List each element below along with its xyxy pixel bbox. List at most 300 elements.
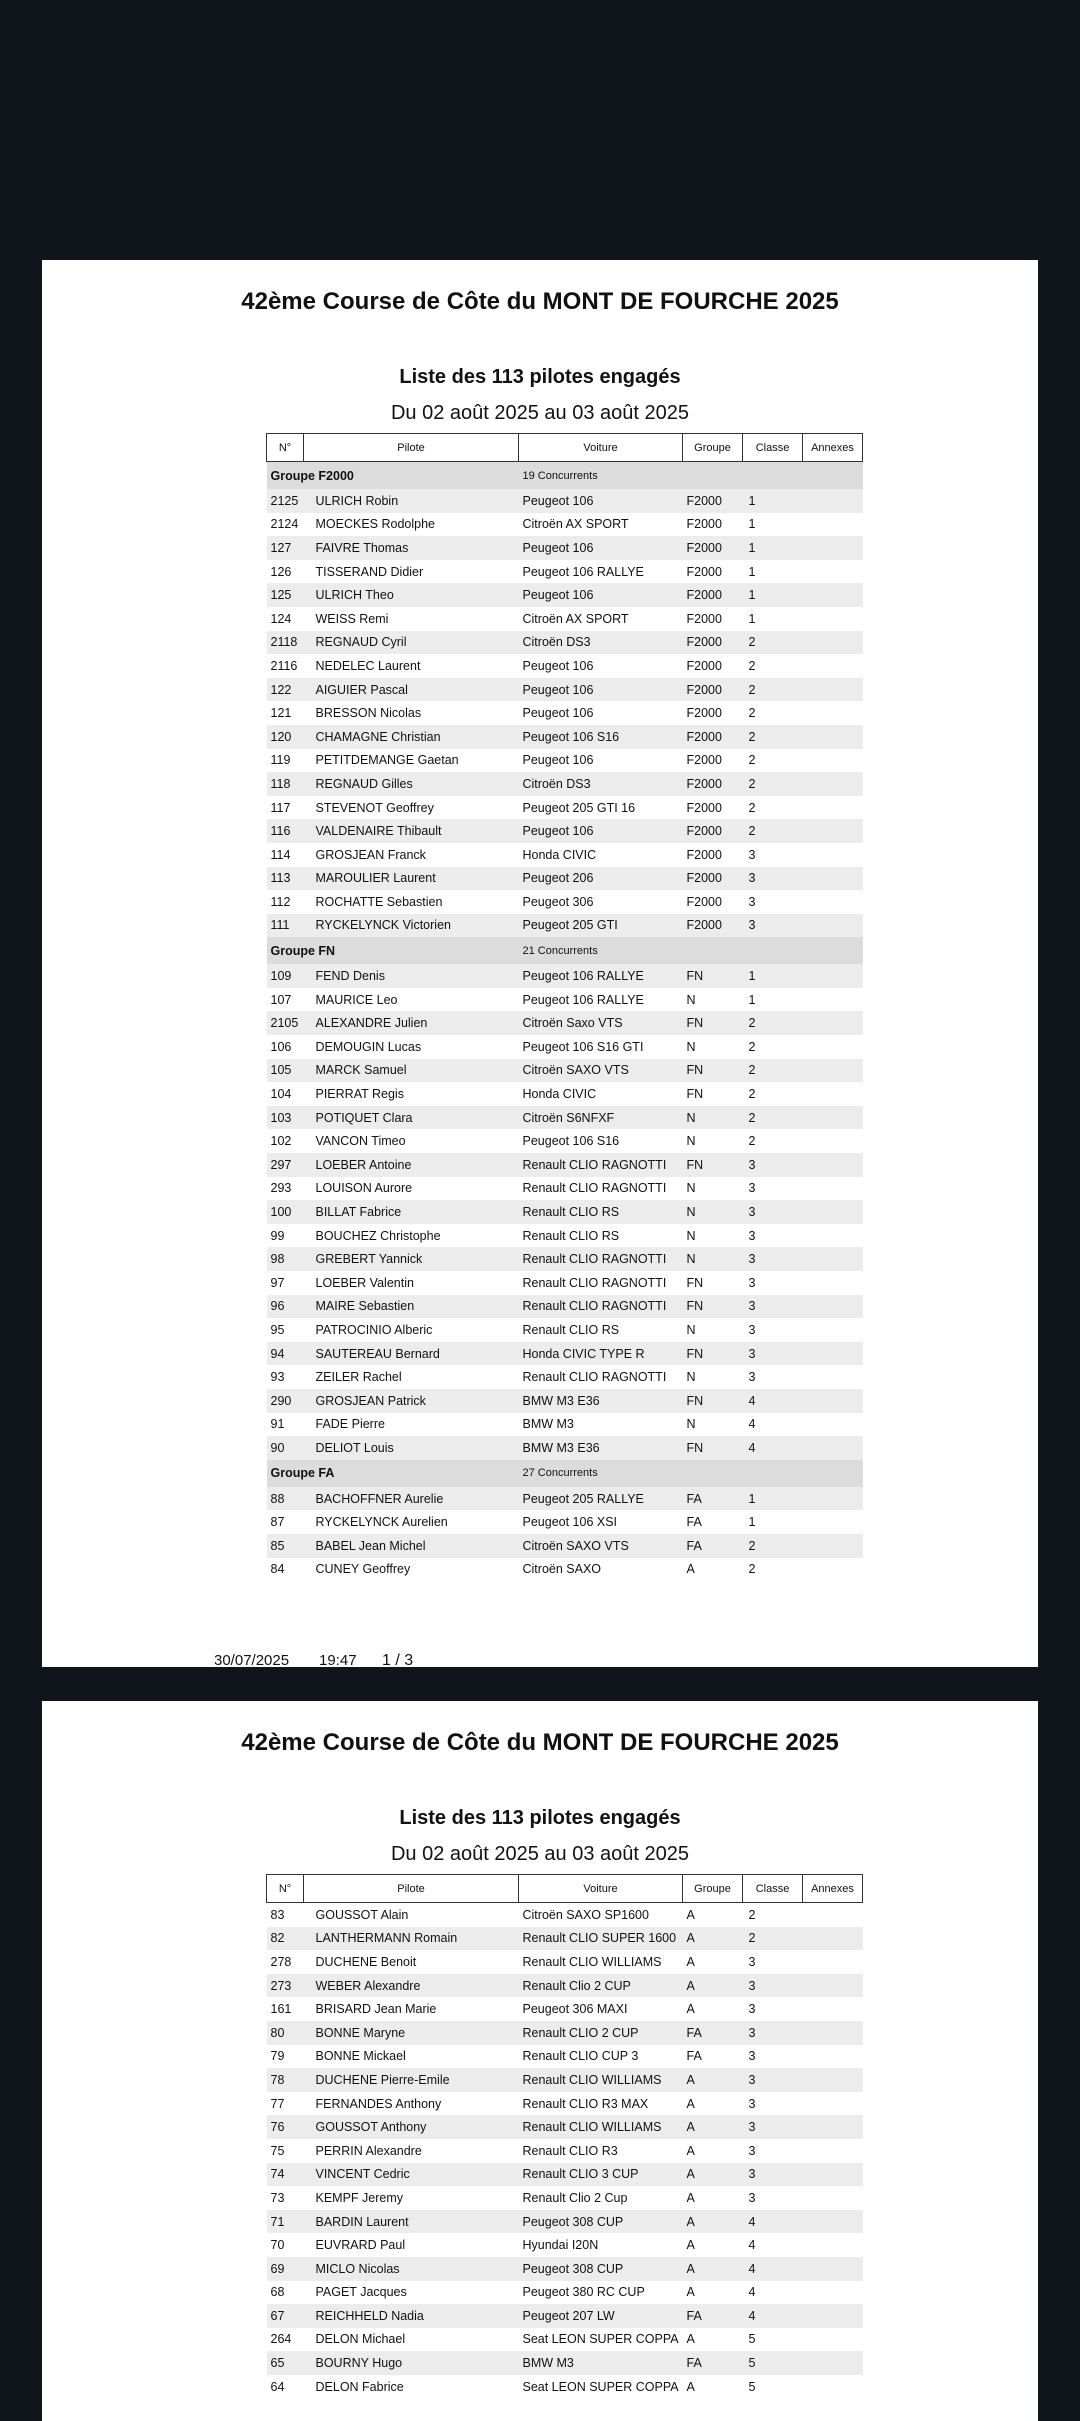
entry-number: 75 — [267, 2139, 304, 2163]
footer-page-number: 1 / 3 — [382, 1652, 414, 1667]
table-row — [267, 2281, 863, 2305]
pilot-name: PERRIN Alexandre — [304, 2139, 519, 2163]
pilot-name: GREBERT Yannick — [304, 1247, 519, 1271]
col-header-number: N° — [267, 434, 304, 462]
entry-number: 106 — [267, 1035, 304, 1059]
group-code: F2000 — [683, 489, 743, 513]
annexes-cell — [803, 1247, 863, 1271]
annexes-cell — [803, 819, 863, 843]
table-row — [267, 1510, 863, 1534]
group-code: F2000 — [683, 890, 743, 914]
pilot-name: MAIRE Sebastien — [304, 1295, 519, 1319]
class-number: 3 — [743, 2092, 803, 2116]
annexes-cell — [803, 489, 863, 513]
entry-number: 67 — [267, 2304, 304, 2328]
table-row — [267, 536, 863, 560]
col-header-annexes: Annexes — [803, 434, 863, 462]
document-page-1 — [42, 260, 1038, 1667]
pilot-name: BARDIN Laurent — [304, 2210, 519, 2234]
pilot-name: BACHOFFNER Aurelie — [304, 1487, 519, 1511]
group-code: FA — [683, 1487, 743, 1511]
pilot-name: POTIQUET Clara — [304, 1106, 519, 1130]
class-number: 3 — [743, 1997, 803, 2021]
group-code: A — [683, 1997, 743, 2021]
car-model: Renault CLIO WILLIAMS — [519, 2068, 683, 2092]
table-row — [267, 2163, 863, 2187]
group-code: FN — [683, 1295, 743, 1319]
entry-list-table — [266, 1874, 863, 2398]
annexes-cell — [803, 867, 863, 891]
annexes-cell — [803, 2021, 863, 2045]
car-model: Peugeot 106 — [519, 701, 683, 725]
class-number: 2 — [743, 1059, 803, 1083]
table-row — [267, 654, 863, 678]
table-row — [267, 1558, 863, 1582]
pilot-name: VINCENT Cedric — [304, 2163, 519, 2187]
group-code: A — [683, 1927, 743, 1951]
group-code: A — [683, 2068, 743, 2092]
footer-date: 30/07/2025 — [214, 1652, 290, 1667]
table-row — [267, 1318, 863, 1342]
table-row — [267, 701, 863, 725]
car-model: Renault Clio 2 Cup — [519, 2186, 683, 2210]
table-row — [267, 843, 863, 867]
annexes-cell — [803, 796, 863, 820]
group-code: N — [683, 1318, 743, 1342]
class-number: 1 — [743, 536, 803, 560]
col-header-group: Groupe — [683, 1875, 743, 1903]
car-model: Renault CLIO WILLIAMS — [519, 2115, 683, 2139]
annexes-cell — [803, 2375, 863, 2399]
pilot-name: BABEL Jean Michel — [304, 1534, 519, 1558]
group-code: FA — [683, 2045, 743, 2069]
pilot-name: PAGET Jacques — [304, 2281, 519, 2305]
entry-number: 70 — [267, 2233, 304, 2257]
annexes-cell — [803, 2186, 863, 2210]
entry-number: 84 — [267, 1558, 304, 1582]
table-row — [267, 2115, 863, 2139]
entry-number: 68 — [267, 2281, 304, 2305]
car-model: Peugeot 205 GTI — [519, 914, 683, 938]
pilot-name: DELON Fabrice — [304, 2375, 519, 2399]
group-count: 27 Concurrents — [519, 1460, 863, 1487]
annexes-cell — [803, 964, 863, 988]
class-number: 2 — [743, 631, 803, 655]
table-row — [267, 2068, 863, 2092]
entry-number: 85 — [267, 1534, 304, 1558]
group-code: A — [683, 2257, 743, 2281]
pilot-name: BRISARD Jean Marie — [304, 1997, 519, 2021]
class-number: 5 — [743, 2351, 803, 2375]
table-row — [267, 1153, 863, 1177]
class-number: 2 — [743, 1558, 803, 1582]
annexes-cell — [803, 1950, 863, 1974]
pilot-name: BOUCHEZ Christophe — [304, 1224, 519, 1248]
table-body — [267, 462, 863, 1582]
group-header-row — [267, 462, 863, 490]
group-count: 19 Concurrents — [519, 462, 863, 490]
class-number: 2 — [743, 1927, 803, 1951]
group-code: F2000 — [683, 772, 743, 796]
class-number: 5 — [743, 2328, 803, 2352]
table-row — [267, 1129, 863, 1153]
table-row — [267, 1997, 863, 2021]
group-code: F2000 — [683, 513, 743, 537]
class-number: 3 — [743, 2115, 803, 2139]
table-row — [267, 1365, 863, 1389]
entry-number: 100 — [267, 1200, 304, 1224]
group-code: A — [683, 2281, 743, 2305]
table-row — [267, 725, 863, 749]
annexes-cell — [803, 560, 863, 584]
annexes-cell — [803, 725, 863, 749]
class-number: 3 — [743, 2139, 803, 2163]
pilot-name: LANTHERMANN Romain — [304, 1927, 519, 1951]
group-code: F2000 — [683, 536, 743, 560]
class-number: 4 — [743, 2257, 803, 2281]
pilot-name: CUNEY Geoffrey — [304, 1558, 519, 1582]
entry-number: 2124 — [267, 513, 304, 537]
pilot-name: GROSJEAN Patrick — [304, 1389, 519, 1413]
annexes-cell — [803, 2328, 863, 2352]
group-code: FN — [683, 964, 743, 988]
entry-number: 119 — [267, 749, 304, 773]
table-row — [267, 1106, 863, 1130]
entry-number: 79 — [267, 2045, 304, 2069]
pilot-name: LOEBER Antoine — [304, 1153, 519, 1177]
pilot-name: PIERRAT Regis — [304, 1082, 519, 1106]
car-model: Peugeot 380 RC CUP — [519, 2281, 683, 2305]
entry-number: 126 — [267, 560, 304, 584]
car-model: Honda CIVIC — [519, 843, 683, 867]
annexes-cell — [803, 2163, 863, 2187]
class-number: 3 — [743, 2021, 803, 2045]
pilot-name: TISSERAND Didier — [304, 560, 519, 584]
annexes-cell — [803, 1082, 863, 1106]
annexes-cell — [803, 701, 863, 725]
entry-number: 98 — [267, 1247, 304, 1271]
class-number: 3 — [743, 1318, 803, 1342]
table-row — [267, 1271, 863, 1295]
entry-number: 278 — [267, 1950, 304, 1974]
class-number: 2 — [743, 796, 803, 820]
class-number: 3 — [743, 1177, 803, 1201]
class-number: 1 — [743, 513, 803, 537]
car-model: BMW M3 E36 — [519, 1436, 683, 1460]
pilot-name: MAURICE Leo — [304, 988, 519, 1012]
table-row — [267, 2375, 863, 2399]
group-code: A — [683, 2139, 743, 2163]
pilot-name: NEDELEC Laurent — [304, 654, 519, 678]
pilot-name: PATROCINIO Alberic — [304, 1318, 519, 1342]
entry-number: 117 — [267, 796, 304, 820]
annexes-cell — [803, 843, 863, 867]
class-number: 3 — [743, 1153, 803, 1177]
table-row — [267, 1295, 863, 1319]
group-code: FA — [683, 1534, 743, 1558]
table-row — [267, 607, 863, 631]
annexes-cell — [803, 1436, 863, 1460]
entry-number: 91 — [267, 1413, 304, 1437]
annexes-cell — [803, 1365, 863, 1389]
car-model: Citroën Saxo VTS — [519, 1011, 683, 1035]
pilot-name: MICLO Nicolas — [304, 2257, 519, 2281]
list-subtitle: Liste des 113 pilotes engagés — [399, 1807, 681, 1829]
car-model: Peugeot 106 RALLYE — [519, 964, 683, 988]
pilot-name: FEND Denis — [304, 964, 519, 988]
class-number: 3 — [743, 2045, 803, 2069]
class-number: 3 — [743, 2163, 803, 2187]
pilot-name: SAUTEREAU Bernard — [304, 1342, 519, 1366]
annexes-cell — [803, 1487, 863, 1511]
class-number: 4 — [743, 2304, 803, 2328]
annexes-cell — [803, 1035, 863, 1059]
entry-number: 99 — [267, 1224, 304, 1248]
group-header-row — [267, 1460, 863, 1487]
pilot-name: GOUSSOT Alain — [304, 1903, 519, 1927]
car-model: Renault CLIO RAGNOTTI — [519, 1365, 683, 1389]
class-number: 2 — [743, 772, 803, 796]
date-range: Du 02 août 2025 au 03 août 2025 — [390, 402, 690, 424]
pilot-name: ALEXANDRE Julien — [304, 1011, 519, 1035]
group-name: Groupe FA — [267, 1460, 519, 1487]
group-code: A — [683, 2186, 743, 2210]
table-row — [267, 1389, 863, 1413]
table-row — [267, 2210, 863, 2234]
car-model: Renault CLIO 3 CUP — [519, 2163, 683, 2187]
entry-number: 273 — [267, 1974, 304, 1998]
entry-number: 2118 — [267, 631, 304, 655]
col-header-class: Classe — [743, 434, 803, 462]
pilot-name: EUVRARD Paul — [304, 2233, 519, 2257]
annexes-cell — [803, 1106, 863, 1130]
col-header-annexes: Annexes — [803, 1875, 863, 1903]
col-header-class: Classe — [743, 1875, 803, 1903]
entry-number: 2125 — [267, 489, 304, 513]
class-number: 2 — [743, 1534, 803, 1558]
annexes-cell — [803, 2281, 863, 2305]
group-code: A — [683, 2375, 743, 2399]
annexes-cell — [803, 1974, 863, 1998]
annexes-cell — [803, 1224, 863, 1248]
group-code: A — [683, 1903, 743, 1927]
col-header-car: Voiture — [519, 1875, 683, 1903]
group-code: A — [683, 2210, 743, 2234]
pilot-name: BOURNY Hugo — [304, 2351, 519, 2375]
pilot-name: DEMOUGIN Lucas — [304, 1035, 519, 1059]
table-row — [267, 914, 863, 938]
table-row — [267, 1224, 863, 1248]
pilot-name: CHAMAGNE Christian — [304, 725, 519, 749]
table-row — [267, 2257, 863, 2281]
class-number: 2 — [743, 1035, 803, 1059]
class-number: 4 — [743, 2233, 803, 2257]
annexes-cell — [803, 1271, 863, 1295]
entry-number: 78 — [267, 2068, 304, 2092]
pilot-name: ZEILER Rachel — [304, 1365, 519, 1389]
class-number: 2 — [743, 819, 803, 843]
group-code: A — [683, 1558, 743, 1582]
pilot-name: STEVENOT Geoffrey — [304, 796, 519, 820]
table-row — [267, 1200, 863, 1224]
car-model: Citroën AX SPORT — [519, 607, 683, 631]
table-row — [267, 678, 863, 702]
entry-number: 95 — [267, 1318, 304, 1342]
annexes-cell — [803, 772, 863, 796]
annexes-cell — [803, 914, 863, 938]
list-subtitle: Liste des 113 pilotes engagés — [399, 366, 681, 388]
group-code: N — [683, 1247, 743, 1271]
class-number: 2 — [743, 678, 803, 702]
car-model: Citroën SAXO VTS — [519, 1534, 683, 1558]
pilot-name: ULRICH Theo — [304, 583, 519, 607]
pilot-name: MAROULIER Laurent — [304, 867, 519, 891]
group-code: FN — [683, 1082, 743, 1106]
pilot-name: DUCHENE Benoit — [304, 1950, 519, 1974]
class-number: 5 — [743, 2375, 803, 2399]
annexes-cell — [803, 1059, 863, 1083]
class-number: 4 — [743, 1389, 803, 1413]
entry-number: 120 — [267, 725, 304, 749]
class-number: 1 — [743, 489, 803, 513]
car-model: Citroën SAXO — [519, 1558, 683, 1582]
table-row — [267, 1247, 863, 1271]
table-row — [267, 2351, 863, 2375]
table-row — [267, 2139, 863, 2163]
group-code: F2000 — [683, 867, 743, 891]
car-model: BMW M3 — [519, 2351, 683, 2375]
group-name: Groupe F2000 — [267, 462, 519, 490]
car-model: Renault CLIO RS — [519, 1200, 683, 1224]
table-row — [267, 2304, 863, 2328]
group-code: F2000 — [683, 843, 743, 867]
table-row — [267, 1177, 863, 1201]
entry-number: 161 — [267, 1997, 304, 2021]
car-model: Renault CLIO RS — [519, 1318, 683, 1342]
event-title: 42ème Course de Côte du MONT DE FOURCHE 2025 — [241, 288, 839, 315]
entry-number: 94 — [267, 1342, 304, 1366]
entry-number: 290 — [267, 1389, 304, 1413]
car-model: Peugeot 205 GTI 16 — [519, 796, 683, 820]
group-code: FA — [683, 1510, 743, 1534]
car-model: Peugeot 106 — [519, 489, 683, 513]
entry-number: 293 — [267, 1177, 304, 1201]
entry-number: 111 — [267, 914, 304, 938]
class-number: 3 — [743, 1342, 803, 1366]
group-code: F2000 — [683, 819, 743, 843]
car-model: Renault CLIO RAGNOTTI — [519, 1271, 683, 1295]
group-code: N — [683, 1200, 743, 1224]
annexes-cell — [803, 631, 863, 655]
group-code: F2000 — [683, 678, 743, 702]
car-model: Peugeot 106 — [519, 819, 683, 843]
event-title: 42ème Course de Côte du MONT DE FOURCHE 2025 — [241, 1729, 839, 1756]
table-row — [267, 1035, 863, 1059]
entry-number: 73 — [267, 2186, 304, 2210]
entry-number: 297 — [267, 1153, 304, 1177]
class-number: 3 — [743, 1247, 803, 1271]
table-header — [267, 434, 863, 462]
class-number: 2 — [743, 1129, 803, 1153]
entry-number: 77 — [267, 2092, 304, 2116]
group-code: FN — [683, 1271, 743, 1295]
annexes-cell — [803, 1413, 863, 1437]
car-model: BMW M3 E36 — [519, 1389, 683, 1413]
entry-number: 97 — [267, 1271, 304, 1295]
pilot-name: DELIOT Louis — [304, 1436, 519, 1460]
class-number: 2 — [743, 701, 803, 725]
group-code: N — [683, 1365, 743, 1389]
class-number: 2 — [743, 1903, 803, 1927]
annexes-cell — [803, 678, 863, 702]
entry-number: 87 — [267, 1510, 304, 1534]
entry-number: 122 — [267, 678, 304, 702]
table-body — [267, 1903, 863, 2399]
group-code: N — [683, 1035, 743, 1059]
class-number: 3 — [743, 867, 803, 891]
class-number: 3 — [743, 1950, 803, 1974]
annexes-cell — [803, 2115, 863, 2139]
annexes-cell — [803, 1177, 863, 1201]
car-model: Peugeot 106 — [519, 678, 683, 702]
class-number: 3 — [743, 1974, 803, 1998]
class-number: 3 — [743, 1365, 803, 1389]
entry-number: 64 — [267, 2375, 304, 2399]
table-row — [267, 513, 863, 537]
pilot-name: RYCKELYNCK Victorien — [304, 914, 519, 938]
entry-number: 116 — [267, 819, 304, 843]
car-model: Citroën SAXO VTS — [519, 1059, 683, 1083]
entry-number: 121 — [267, 701, 304, 725]
group-name: Groupe FN — [267, 937, 519, 964]
pilot-name: DELON Michael — [304, 2328, 519, 2352]
pilot-name: FADE Pierre — [304, 1413, 519, 1437]
table-header — [267, 1875, 863, 1903]
entry-number: 76 — [267, 2115, 304, 2139]
annexes-cell — [803, 2045, 863, 2069]
entry-number: 83 — [267, 1903, 304, 1927]
annexes-cell — [803, 583, 863, 607]
table-row — [267, 890, 863, 914]
table-row — [267, 560, 863, 584]
annexes-cell — [803, 1153, 863, 1177]
class-number: 3 — [743, 2186, 803, 2210]
class-number: 3 — [743, 1295, 803, 1319]
table-row — [267, 1059, 863, 1083]
car-model: Renault CLIO RS — [519, 1224, 683, 1248]
class-number: 2 — [743, 654, 803, 678]
car-model: Renault CLIO RAGNOTTI — [519, 1177, 683, 1201]
entry-number: 112 — [267, 890, 304, 914]
entry-number: 104 — [267, 1082, 304, 1106]
car-model: Peugeot 106 S16 — [519, 725, 683, 749]
group-code: A — [683, 2163, 743, 2187]
annexes-cell — [803, 2233, 863, 2257]
entry-number: 93 — [267, 1365, 304, 1389]
car-model: Renault CLIO CUP 3 — [519, 2045, 683, 2069]
col-header-number: N° — [267, 1875, 304, 1903]
table-row — [267, 1342, 863, 1366]
class-number: 3 — [743, 843, 803, 867]
class-number: 1 — [743, 1510, 803, 1534]
group-code: F2000 — [683, 607, 743, 631]
group-code: FN — [683, 1342, 743, 1366]
class-number: 1 — [743, 988, 803, 1012]
group-code: FN — [683, 1059, 743, 1083]
pilot-name: VANCON Timeo — [304, 1129, 519, 1153]
entry-number: 102 — [267, 1129, 304, 1153]
class-number: 1 — [743, 1487, 803, 1511]
